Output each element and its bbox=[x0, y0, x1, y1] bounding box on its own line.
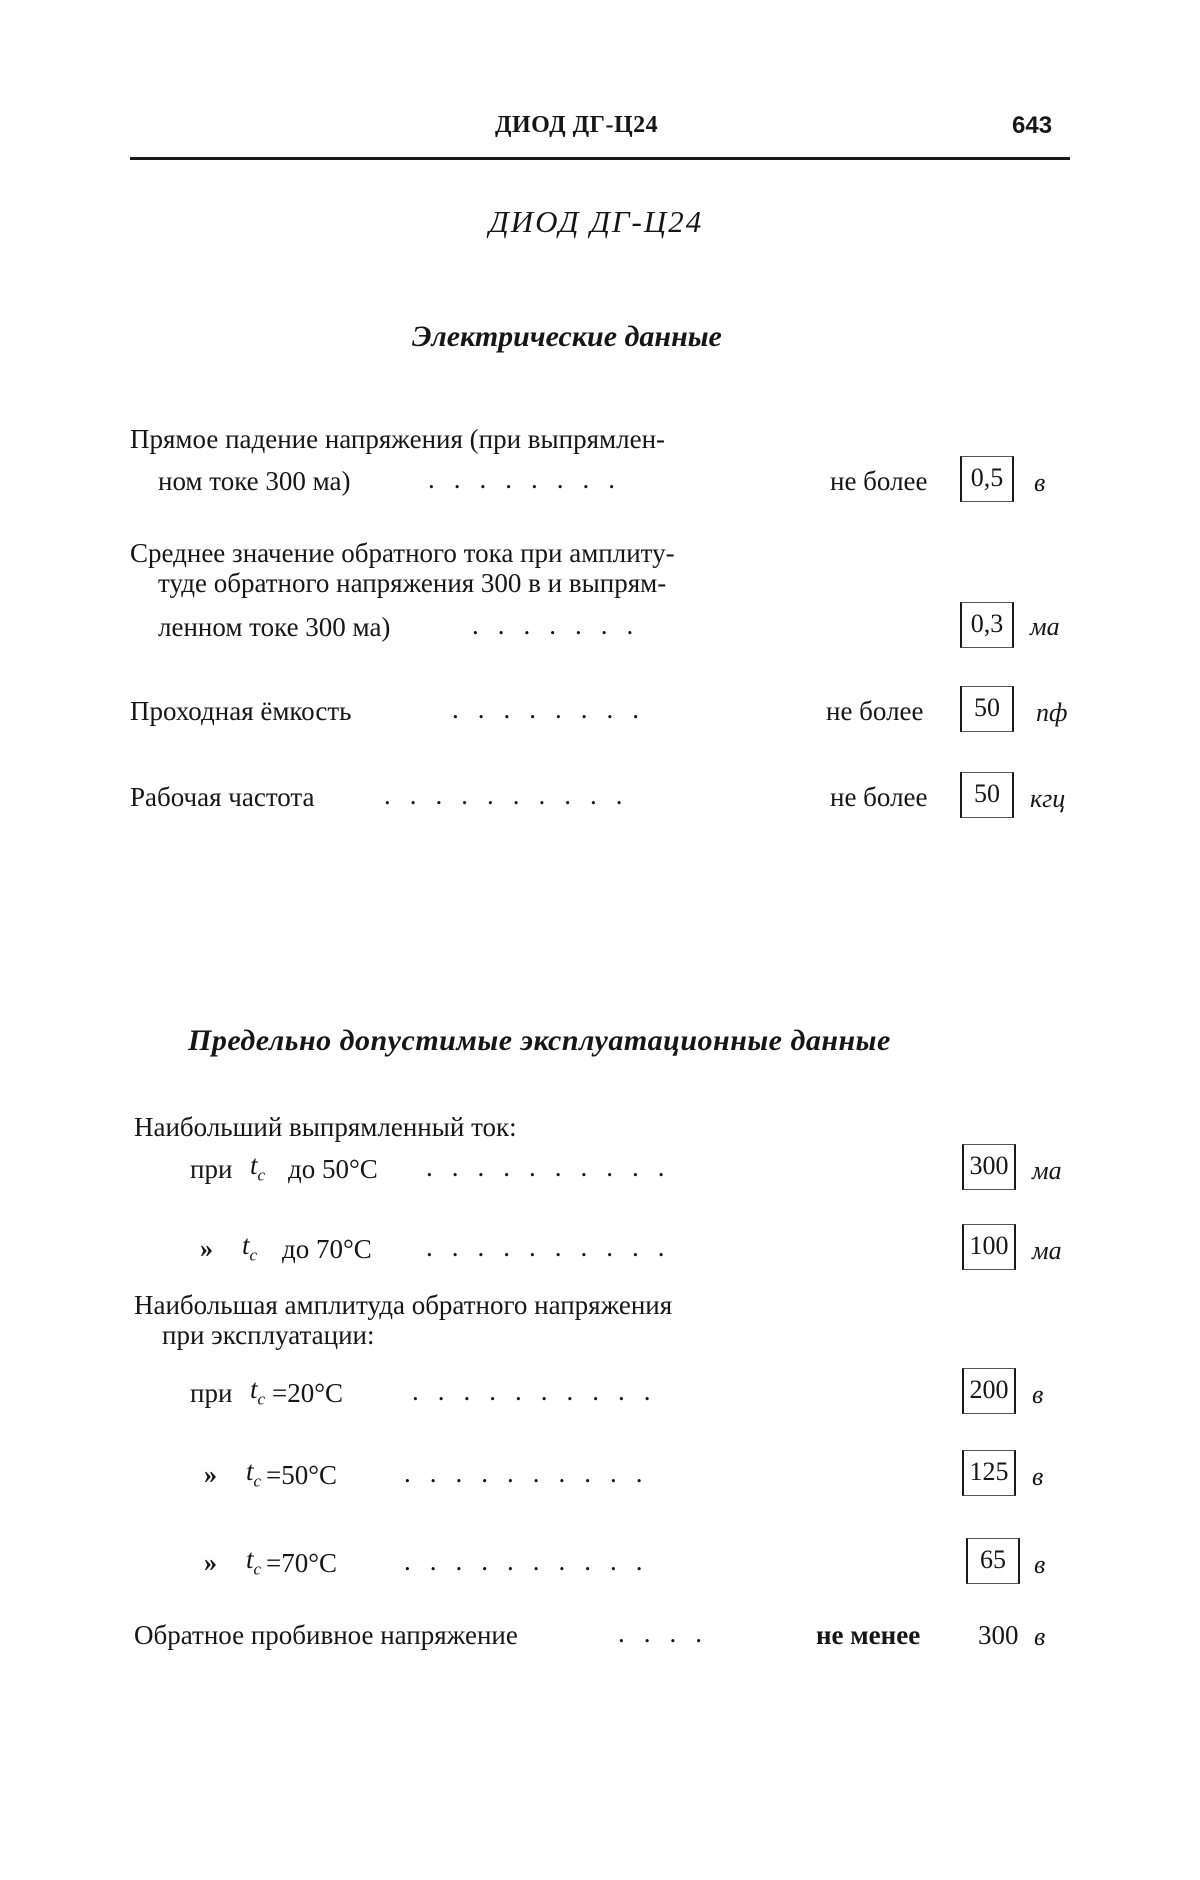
max-voltage-label-line2: при эксплуатации: bbox=[162, 1320, 375, 1350]
running-title: ДИОД ДГ-Ц24 bbox=[495, 112, 659, 138]
ditto-mark: » bbox=[204, 1548, 217, 1577]
reverse-current-value: 0,3 bbox=[960, 602, 1014, 648]
page-title: ДИОД ДГ-Ц24 bbox=[489, 204, 704, 239]
unit-label: в bbox=[1034, 1622, 1046, 1651]
limit-qualifier: не более bbox=[826, 696, 924, 726]
temperature-symbol: $t_с$ bbox=[250, 1150, 266, 1185]
row-prefix: при bbox=[190, 1154, 233, 1184]
voltage-50-value: 125 bbox=[962, 1450, 1016, 1496]
leader-dots: .......... bbox=[404, 1546, 662, 1576]
leader-dots: ....... bbox=[472, 610, 653, 640]
frequency-value: 50 bbox=[960, 772, 1014, 818]
leader-dots: .... bbox=[618, 1618, 721, 1648]
unit-label: в bbox=[1034, 468, 1046, 497]
max-voltage-label-line1: Наибольшая амплитуда обратного напряжения bbox=[134, 1290, 673, 1320]
unit-label: пф bbox=[1036, 698, 1068, 727]
unit-label: в bbox=[1032, 1462, 1044, 1491]
capacitance-label: Проходная ёмкость bbox=[130, 696, 352, 726]
max-current-label: Наибольший выпрямленный ток: bbox=[134, 1112, 517, 1142]
unit-label: в bbox=[1034, 1550, 1046, 1579]
reverse-current-label-line3: ленном токе 300 ма) bbox=[158, 612, 391, 642]
leader-dots: .......... bbox=[384, 780, 642, 810]
unit-label: в bbox=[1032, 1380, 1044, 1409]
condition-label: =20°С bbox=[272, 1378, 344, 1408]
limit-qualifier: не менее bbox=[816, 1620, 921, 1650]
unit-label: ма bbox=[1032, 1156, 1062, 1185]
reverse-current-label-line1: Среднее значение обратного тока при амплиту- bbox=[130, 538, 675, 568]
current-70-value: 100 bbox=[962, 1224, 1016, 1270]
leader-dots: .......... bbox=[404, 1458, 662, 1488]
forward-drop-label-line1: Прямое падение напряжения (при выпрямлен- bbox=[130, 424, 666, 454]
leader-dots: ........ bbox=[452, 694, 658, 724]
header-rule bbox=[130, 157, 1070, 160]
leader-dots: .......... bbox=[412, 1376, 670, 1406]
section-heading-electrical: Электрические данные bbox=[412, 320, 722, 353]
voltage-20-value: 200 bbox=[962, 1368, 1016, 1414]
leader-dots: .......... bbox=[426, 1232, 684, 1262]
voltage-70-value: 65 bbox=[966, 1538, 1020, 1584]
limit-qualifier: не более bbox=[830, 466, 928, 496]
unit-label: ма bbox=[1030, 612, 1060, 641]
breakdown-voltage-label: Обратное пробивное напряжение bbox=[134, 1620, 518, 1650]
page-number: 643 bbox=[1012, 112, 1053, 139]
ditto-mark: » bbox=[200, 1234, 213, 1263]
reverse-current-label-line2: туде обратного напряжения 300 в и выпрям- bbox=[158, 568, 667, 598]
condition-label: до 50°С bbox=[288, 1154, 378, 1184]
forward-drop-value: 0,5 bbox=[960, 456, 1014, 502]
condition-label: =50°С bbox=[266, 1460, 338, 1490]
leader-dots: .......... bbox=[426, 1152, 684, 1182]
leader-dots: ........ bbox=[428, 464, 634, 494]
capacitance-value: 50 bbox=[960, 686, 1014, 732]
limit-qualifier: не более bbox=[830, 782, 928, 812]
unit-label: кгц bbox=[1030, 784, 1066, 813]
breakdown-voltage-value: 300 bbox=[978, 1620, 1019, 1650]
current-50-value: 300 bbox=[962, 1144, 1016, 1190]
section-heading-limits: Предельно допустимые эксплуатационные данные bbox=[188, 1024, 891, 1057]
condition-label: до 70°С bbox=[282, 1234, 372, 1264]
ditto-mark: » bbox=[204, 1460, 217, 1489]
condition-label: =70°С bbox=[266, 1548, 338, 1578]
frequency-label: Рабочая частота bbox=[130, 782, 315, 812]
temperature-symbol: $t_с$ bbox=[246, 1456, 262, 1491]
forward-drop-label-line2: ном токе 300 ма) bbox=[158, 466, 351, 496]
temperature-symbol: $t_с$ bbox=[242, 1230, 258, 1265]
temperature-symbol: $t_с$ bbox=[250, 1374, 266, 1409]
temperature-symbol: $t_с$ bbox=[246, 1544, 262, 1579]
row-prefix: при bbox=[190, 1378, 233, 1408]
unit-label: ма bbox=[1032, 1236, 1062, 1265]
